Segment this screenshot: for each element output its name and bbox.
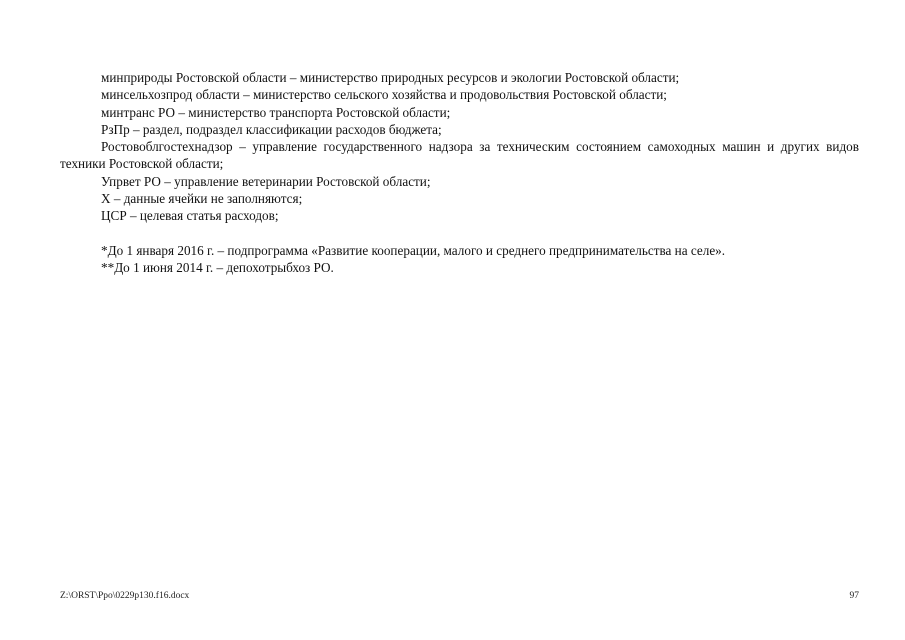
abbreviation-mintrans: минтранс РО – министерство транспорта Ростовской области; [101,104,451,120]
abbreviation-minselkhozprod: минсельхозпрод области – министерство сельского хозяйства и продовольствия Ростовской области; [101,87,667,103]
abbreviation-rzpr: РзПр – раздел, подраздел классификации расходов бюджета; [101,121,442,137]
abbreviation-uprvet: Упрвет РО – управление ветеринарии Ростовской области; [101,173,431,189]
abbreviation-csr: ЦСР – целевая статья расходов; [101,208,279,224]
abbreviation-minprirody: минприроды Ростовской области – министерство природных ресурсов и экологии Ростовской области; [101,70,680,85]
footer-page-number: 97 [849,591,859,601]
footnote-1: *До 1 января 2016 г. – подпрограмма «Развитие кооперации, малого и среднего предпринимательства на селе». [101,242,726,258]
paragraph-spacer [60,225,859,242]
footnote-2: **До 1 июня 2014 г. – депохотрыбхоз РО. [101,260,334,276]
document-body [60,69,859,277]
abbreviation-x: Х – данные ячейки не заполняются; [101,191,303,207]
footer-file-path: Z:\ORST\Ppo\0229p130.f16.docx [60,591,190,601]
abbreviation-rostovoblgostekhnadzor: Ростовоблгостехнадзор – управление государственного надзора за техническим состоянием самоходных машин и других видов техники Ростовской области; [60,139,859,172]
